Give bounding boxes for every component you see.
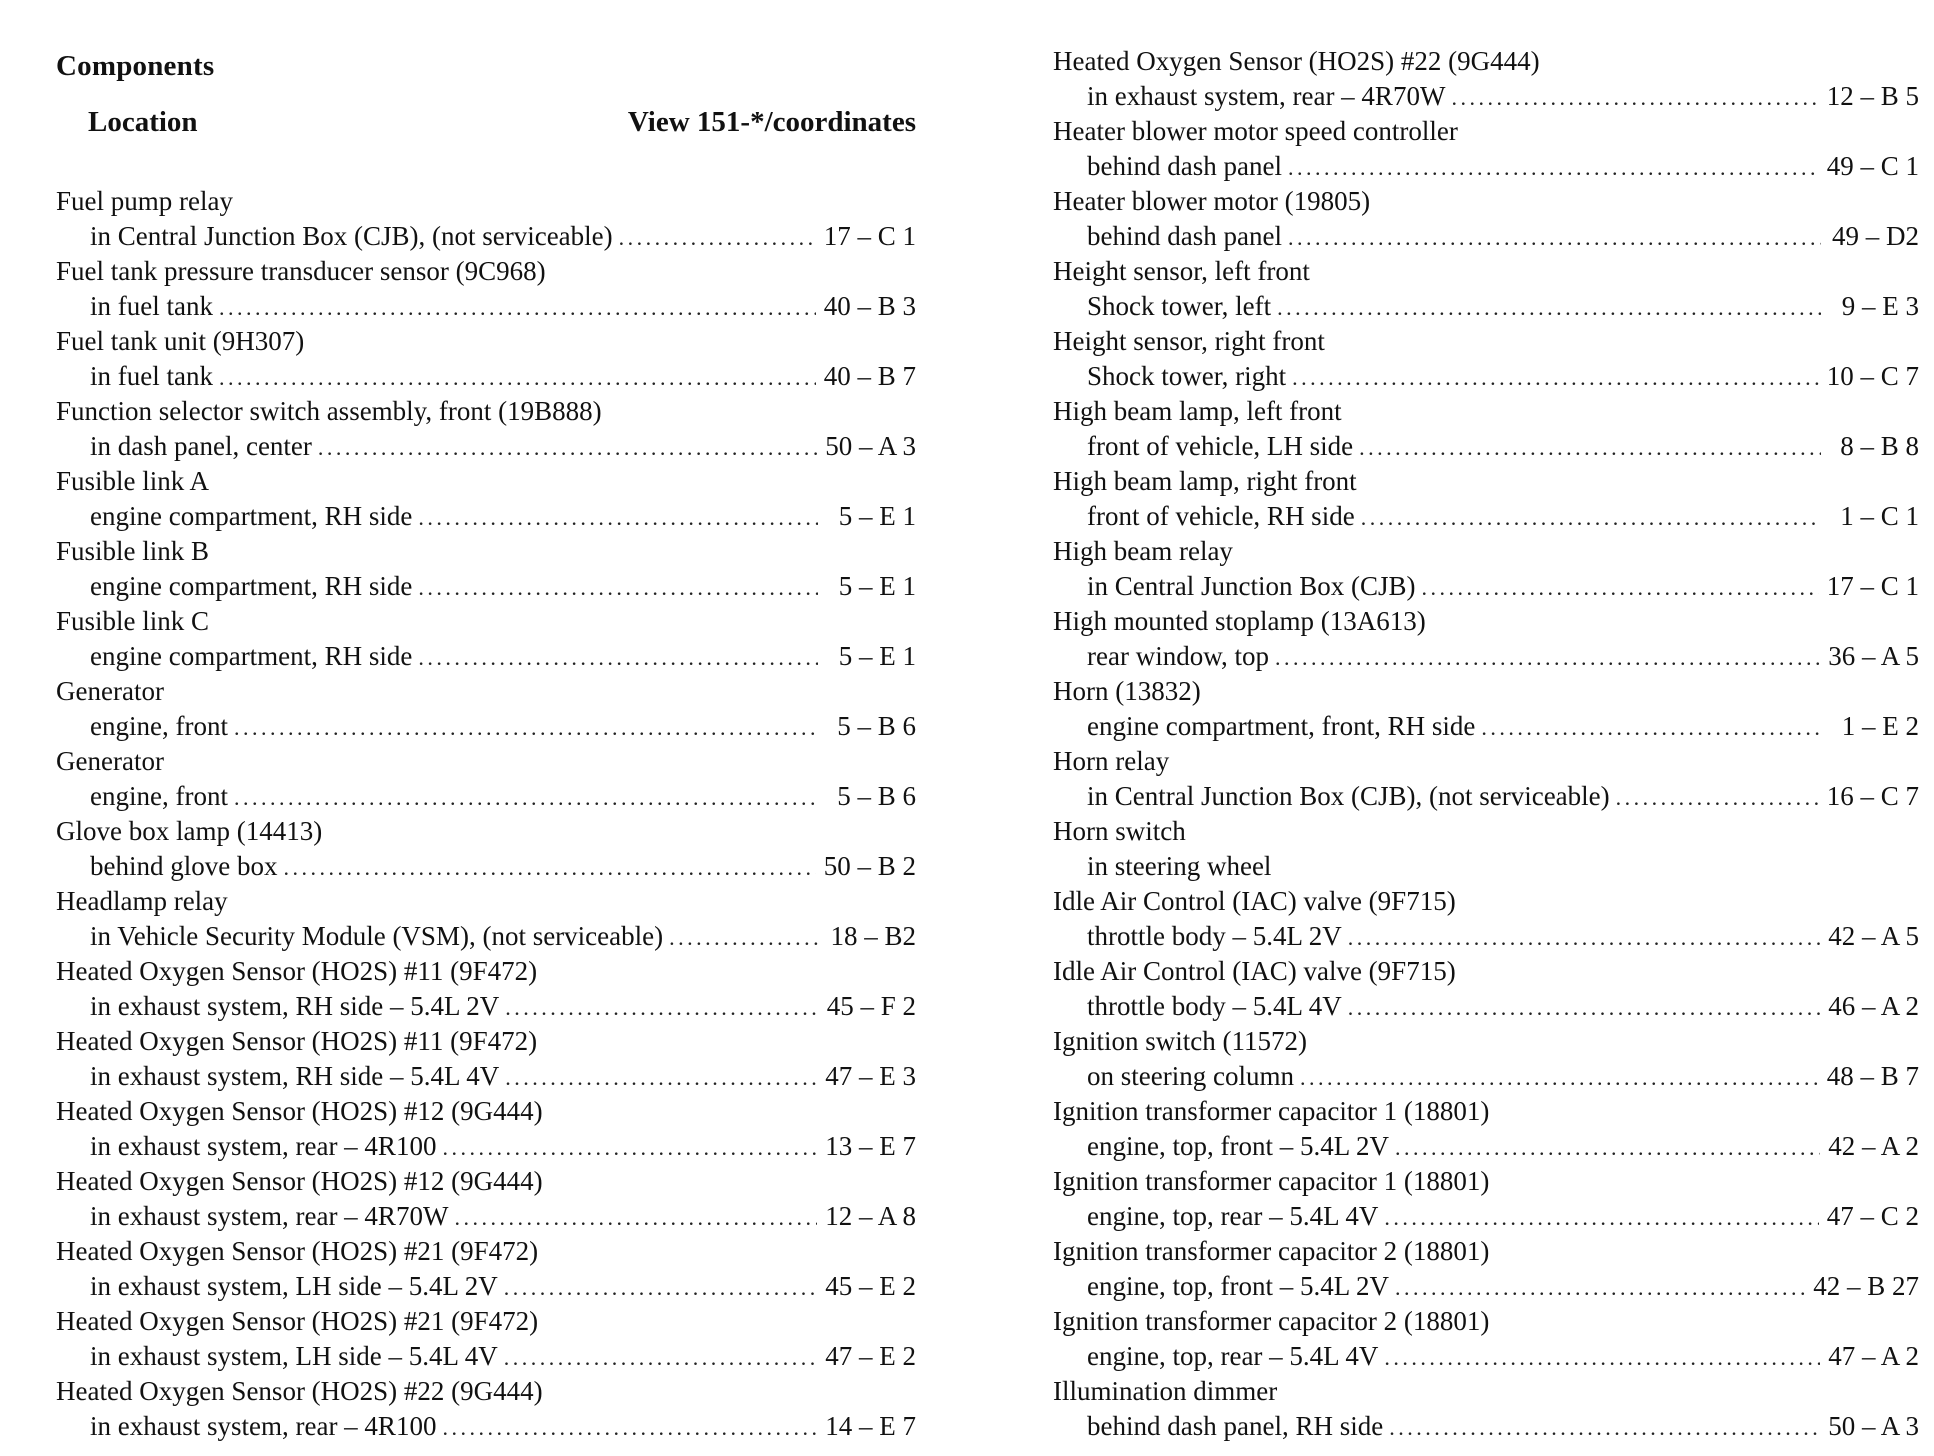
component-coordinates: 14 – E 7: [825, 1411, 916, 1441]
component-location: on steering column: [1087, 1061, 1294, 1091]
component-coordinates: 10 – C 7: [1826, 361, 1919, 391]
component-location: in exhaust system, LH side – 5.4L 2V: [90, 1271, 498, 1301]
dot-leader: [505, 990, 818, 1025]
dot-leader: [234, 710, 818, 745]
dot-leader: [283, 850, 815, 885]
component-name: Heated Oxygen Sensor (HO2S) #11 (9F472): [56, 1026, 538, 1056]
component-location: in exhaust system, RH side – 5.4L 4V: [90, 1061, 500, 1091]
component-location: in Central Junction Box (CJB), (not serviceable): [90, 221, 613, 251]
component-name: Height sensor, right front: [1053, 326, 1325, 356]
component-name: Idle Air Control (IAC) valve (9F715): [1053, 956, 1456, 986]
component-coordinates: 42 – B 27: [1813, 1271, 1919, 1301]
component-coordinates: 50 – A 3: [825, 431, 916, 461]
component-coordinates: 5 – B 6: [837, 781, 916, 811]
component-location: engine compartment, RH side: [90, 571, 413, 601]
component-name: Ignition transformer capacitor 2 (18801): [1053, 1236, 1490, 1266]
component-coordinates: 18 – B2: [830, 921, 916, 951]
dot-leader: [504, 1340, 818, 1375]
component-entry: [56, 1164, 916, 1234]
component-location: in fuel tank: [90, 361, 213, 391]
component-location: in exhaust system, rear – 4R70W: [1087, 81, 1446, 111]
component-coordinates: 47 – A 2: [1828, 1341, 1919, 1371]
component-entry: [1053, 884, 1919, 954]
component-coordinates: 50 – B 2: [823, 851, 916, 881]
component-name: Generator: [56, 746, 164, 776]
component-location-row: [56, 919, 916, 954]
component-location-row: [1053, 989, 1919, 1024]
component-location: engine compartment, RH side: [90, 641, 413, 671]
component-name: Illumination dimmer: [1053, 1376, 1278, 1406]
component-location-row: [56, 639, 916, 674]
dot-leader: [1300, 1060, 1819, 1095]
component-location-row: [56, 1059, 916, 1094]
component-coordinates: 1 – C 1: [1840, 501, 1919, 531]
component-location-row: [56, 779, 916, 814]
component-coordinates: 12 – A 8: [825, 1201, 916, 1231]
component-location-row: [1053, 499, 1919, 534]
component-location-row: [1053, 359, 1919, 394]
component-coordinates: 13 – E 7: [825, 1131, 916, 1161]
component-entry: [56, 254, 916, 324]
component-coordinates: 5 – E 1: [838, 641, 916, 671]
component-location: engine, front: [90, 781, 228, 811]
component-entry: [1053, 44, 1919, 114]
dot-leader: [1288, 220, 1821, 255]
component-coordinates: 49 – C 1: [1826, 151, 1919, 181]
dot-leader: [1481, 710, 1821, 745]
component-coordinates: 42 – A 5: [1828, 921, 1919, 951]
component-location: in exhaust system, LH side – 5.4L 4V: [90, 1341, 498, 1371]
component-location: in Vehicle Security Module (VSM), (not serviceable): [90, 921, 664, 951]
dot-leader: [418, 570, 818, 605]
component-location: in dash panel, center: [90, 431, 312, 461]
view-coordinates-header: View 151-*/coordinates: [627, 106, 916, 138]
component-location: behind glove box: [90, 851, 278, 881]
component-coordinates: 9 – E 3: [1841, 291, 1919, 321]
component-name: Idle Air Control (IAC) valve (9F715): [1053, 886, 1456, 916]
component-name: Fusible link B: [56, 536, 210, 566]
component-location: engine, front: [90, 711, 228, 741]
dot-leader: [454, 1200, 817, 1235]
component-location: Shock tower, right: [1087, 361, 1287, 391]
dot-leader: [1395, 1270, 1805, 1305]
component-name: Heater blower motor (19805): [1053, 186, 1371, 216]
component-location-row: [1053, 779, 1919, 814]
component-location: throttle body – 5.4L 4V: [1087, 991, 1342, 1021]
component-entry: [1053, 1234, 1919, 1304]
component-name: Generator: [56, 676, 164, 706]
component-location-row: [1053, 709, 1919, 744]
component-location: Shock tower, left: [1087, 291, 1272, 321]
component-coordinates: 47 – E 3: [825, 1061, 916, 1091]
component-name: Headlamp relay: [56, 886, 228, 916]
component-location-row: [56, 1339, 916, 1374]
component-location-row: [56, 989, 916, 1024]
component-name: Horn relay: [1053, 746, 1170, 776]
component-coordinates: 45 – E 2: [825, 1271, 916, 1301]
component-name: Fusible link C: [56, 606, 210, 636]
component-entry: [1053, 1164, 1919, 1234]
component-entry: [56, 394, 916, 464]
component-location: in exhaust system, rear – 4R100: [90, 1411, 437, 1441]
dot-leader: [1395, 1130, 1820, 1165]
component-location-row: [1053, 569, 1919, 604]
dot-leader: [1277, 290, 1821, 325]
component-entry: [1053, 814, 1919, 884]
component-location-row: [1053, 149, 1919, 184]
component-coordinates: 17 – C 1: [823, 221, 916, 251]
component-location-row: [1053, 79, 1919, 114]
left-entry-list: [56, 184, 916, 1444]
component-location-row: [56, 1129, 916, 1164]
dot-leader: [669, 920, 818, 955]
component-coordinates: 1 – E 2: [1841, 711, 1919, 741]
component-entry: [1053, 604, 1919, 674]
dot-leader: [504, 1270, 818, 1305]
component-location: engine, top, rear – 5.4L 4V: [1087, 1201, 1379, 1231]
dot-leader: [1361, 500, 1821, 535]
component-location: in Central Junction Box (CJB): [1087, 571, 1416, 601]
component-name: Heated Oxygen Sensor (HO2S) #12 (9G444): [56, 1096, 543, 1126]
component-name: Ignition switch (11572): [1053, 1026, 1307, 1056]
dot-leader: [1275, 640, 1820, 675]
component-location-row: [1053, 639, 1919, 674]
dot-leader: [1348, 990, 1820, 1025]
component-location: behind dash panel, RH side: [1087, 1411, 1384, 1441]
component-name: Ignition transformer capacitor 2 (18801): [1053, 1306, 1490, 1336]
component-coordinates: 48 – B 7: [1826, 1061, 1919, 1091]
component-location-row: [1053, 1339, 1919, 1374]
dot-leader: [1348, 920, 1820, 955]
component-name: Fuel tank unit (9H307): [56, 326, 305, 356]
dot-leader: [418, 500, 818, 535]
component-location-row: [1053, 289, 1919, 324]
component-entry: [1053, 1094, 1919, 1164]
component-entry: [1053, 1024, 1919, 1094]
component-name: Function selector switch assembly, front (19B888): [56, 396, 602, 426]
component-location: engine, top, front – 5.4L 2V: [1087, 1271, 1389, 1301]
component-coordinates: 46 – A 2: [1828, 991, 1919, 1021]
component-entry: [1053, 534, 1919, 604]
component-entry: [56, 744, 916, 814]
component-name: Heated Oxygen Sensor (HO2S) #21 (9F472): [56, 1306, 539, 1336]
component-coordinates: 50 – A 3: [1828, 1411, 1919, 1441]
component-name: Heated Oxygen Sensor (HO2S) #12 (9G444): [56, 1166, 543, 1196]
component-coordinates: 49 – D2: [1832, 221, 1919, 251]
dot-leader: [1288, 150, 1819, 185]
component-coordinates: 17 – C 1: [1826, 571, 1919, 601]
component-coordinates: 5 – B 6: [837, 711, 916, 741]
component-location: front of vehicle, RH side: [1087, 501, 1355, 531]
component-name: Heated Oxygen Sensor (HO2S) #22 (9G444): [56, 1376, 543, 1406]
component-coordinates: 36 – A 5: [1828, 641, 1919, 671]
component-name: Height sensor, left front: [1053, 256, 1310, 286]
component-entry: [1053, 114, 1919, 184]
component-location-row: [56, 359, 916, 394]
component-location: in exhaust system, RH side – 5.4L 2V: [90, 991, 500, 1021]
component-location-row: [56, 429, 916, 464]
component-location: engine compartment, front, RH side: [1087, 711, 1476, 741]
component-entry: [1053, 954, 1919, 1024]
component-entry: [1053, 674, 1919, 744]
component-entry: [56, 674, 916, 744]
component-location-row: [56, 499, 916, 534]
component-location-row: [56, 849, 916, 884]
component-coordinates: 40 – B 7: [823, 361, 916, 391]
component-location-row: [1053, 849, 1919, 884]
column-subheader: [56, 106, 916, 139]
component-entry: [1053, 1374, 1919, 1444]
component-coordinates: 5 – E 1: [838, 501, 916, 531]
component-location-row: [1053, 1199, 1919, 1234]
component-location-row: [56, 1269, 916, 1304]
component-name: High mounted stoplamp (13A613): [1053, 606, 1426, 636]
component-entry: [56, 814, 916, 884]
component-location-row: [1053, 429, 1919, 464]
component-location-row: [56, 1199, 916, 1234]
component-entry: [1053, 1304, 1919, 1374]
component-location: in exhaust system, rear – 4R100: [90, 1131, 437, 1161]
component-entry: [56, 1234, 916, 1304]
dot-leader: [1616, 780, 1819, 815]
component-location: in steering wheel: [1087, 851, 1272, 881]
component-location-row: [1053, 1409, 1919, 1444]
component-name: Heated Oxygen Sensor (HO2S) #21 (9F472): [56, 1236, 539, 1266]
dot-leader: [219, 360, 816, 395]
component-location-row: [1053, 219, 1919, 254]
component-name: Heated Oxygen Sensor (HO2S) #22 (9G444): [1053, 46, 1540, 76]
component-name: Heated Oxygen Sensor (HO2S) #11 (9F472): [56, 956, 538, 986]
component-entry: [1053, 324, 1919, 394]
component-location-row: [56, 289, 916, 324]
component-entry: [56, 534, 916, 604]
component-entry: [56, 954, 916, 1024]
component-name: High beam lamp, right front: [1053, 466, 1357, 496]
component-entry: [56, 1024, 916, 1094]
dot-leader: [1389, 1410, 1820, 1445]
component-name: Ignition transformer capacitor 1 (18801): [1053, 1096, 1490, 1126]
component-entry: [1053, 464, 1919, 534]
right-entry-list: [1053, 44, 1919, 1444]
component-location-row: [1053, 1129, 1919, 1164]
dot-leader: [1292, 360, 1819, 395]
component-coordinates: 12 – B 5: [1826, 81, 1919, 111]
component-name: Fuel tank pressure transducer sensor (9C968): [56, 256, 546, 286]
component-name: Horn (13832): [1053, 676, 1201, 706]
component-location: engine, top, front – 5.4L 2V: [1087, 1131, 1389, 1161]
component-coordinates: 8 – B 8: [1840, 431, 1919, 461]
component-entry: [56, 1374, 916, 1444]
dot-leader: [1384, 1340, 1820, 1375]
component-entry: [56, 464, 916, 534]
component-entry: [56, 1304, 916, 1374]
component-location: in fuel tank: [90, 291, 213, 321]
dot-leader: [1384, 1200, 1818, 1235]
component-location-row: [1053, 919, 1919, 954]
component-name: Ignition transformer capacitor 1 (18801): [1053, 1166, 1490, 1196]
component-coordinates: 40 – B 3: [823, 291, 916, 321]
component-location: front of vehicle, LH side: [1087, 431, 1354, 461]
component-coordinates: 47 – C 2: [1826, 1201, 1919, 1231]
component-name: Fuel pump relay: [56, 186, 233, 216]
dot-leader: [234, 780, 818, 815]
component-coordinates: 42 – A 2: [1828, 1131, 1919, 1161]
component-entry: [1053, 744, 1919, 814]
component-coordinates: 5 – E 1: [838, 571, 916, 601]
component-coordinates: 47 – E 2: [825, 1341, 916, 1371]
dot-leader: [1359, 430, 1821, 465]
component-name: Fusible link A: [56, 466, 210, 496]
component-entry: [1053, 254, 1919, 324]
component-name: Heater blower motor speed controller: [1053, 116, 1458, 146]
component-name: Glove box lamp (14413): [56, 816, 323, 846]
component-location: throttle body – 5.4L 2V: [1087, 921, 1342, 951]
component-name: Horn switch: [1053, 816, 1186, 846]
component-location-row: [1053, 1059, 1919, 1094]
component-location: engine, top, rear – 5.4L 4V: [1087, 1341, 1379, 1371]
component-coordinates: 45 – F 2: [826, 991, 916, 1021]
component-entry: [1053, 184, 1919, 254]
dot-leader: [505, 1060, 817, 1095]
dot-leader: [442, 1410, 817, 1445]
component-location: behind dash panel: [1087, 151, 1282, 181]
component-entry: [56, 604, 916, 674]
component-entry: [56, 324, 916, 394]
component-location: rear window, top: [1087, 641, 1269, 671]
dot-leader: [442, 1130, 817, 1165]
page-heading: Components: [56, 50, 215, 82]
component-entry: [56, 884, 916, 954]
component-location: in exhaust system, rear – 4R70W: [90, 1201, 449, 1231]
dot-leader: [1451, 80, 1818, 115]
component-coordinates: 16 – C 7: [1826, 781, 1919, 811]
component-location: in Central Junction Box (CJB), (not serviceable): [1087, 781, 1610, 811]
dot-leader: [418, 640, 818, 675]
component-entry: [56, 184, 916, 254]
component-location-row: [56, 1409, 916, 1444]
component-location-row: [56, 709, 916, 744]
dot-leader: [219, 290, 816, 325]
component-entry: [56, 1094, 916, 1164]
component-name: High beam relay: [1053, 536, 1233, 566]
component-location: behind dash panel: [1087, 221, 1282, 251]
component-location-row: [56, 219, 916, 254]
dot-leader: [1421, 570, 1818, 605]
component-name: High beam lamp, left front: [1053, 396, 1342, 426]
component-entry: [1053, 394, 1919, 464]
component-location: engine compartment, RH side: [90, 501, 413, 531]
component-location-row: [1053, 1269, 1919, 1304]
dot-leader: [318, 430, 817, 465]
component-location-row: [56, 569, 916, 604]
dot-leader: [619, 220, 816, 255]
location-header: Location: [88, 106, 198, 138]
